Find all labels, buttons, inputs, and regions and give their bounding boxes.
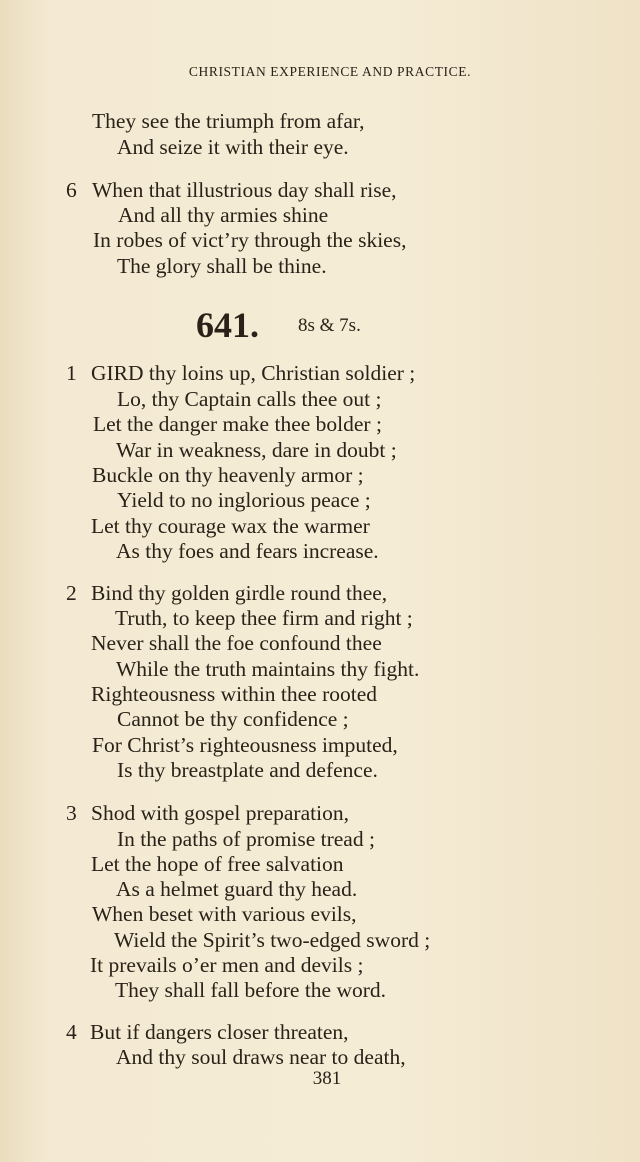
verse-line: Let the hope of free salvation (91, 852, 344, 876)
verse-line: They see the triumph from afar, (92, 109, 365, 133)
verse-line: Cannot be thy confidence ; (117, 707, 349, 731)
verse-line: And thy soul draws near to death, (116, 1045, 406, 1069)
verse-line: As thy foes and fears increase. (116, 539, 379, 563)
stanza-number: 1 (66, 361, 77, 385)
verse-line: In the paths of promise tread ; (117, 827, 375, 851)
verse-line: As a helmet guard thy head. (116, 877, 358, 901)
verse-line: Lo, thy Captain calls thee out ; (117, 387, 382, 411)
verse-line: Righteousness within thee rooted (91, 682, 378, 706)
verse-line: While the truth maintains thy fight. (116, 657, 420, 681)
stanza-number: 2 (66, 581, 77, 605)
verse-line: When that illustrious day shall rise, (92, 178, 397, 202)
verse-line: Is thy breastplate and defence. (117, 758, 378, 782)
verse-line: But if dangers closer threaten, (90, 1020, 349, 1044)
verse-line: And seize it with their eye. (117, 135, 349, 159)
stanza-number: 6 (66, 178, 77, 202)
verse-line: It prevails o’er men and devils ; (90, 953, 364, 977)
running-header: CHRISTIAN EXPERIENCE AND PRACTICE. (188, 64, 472, 79)
verse-line: They shall fall before the word. (115, 978, 387, 1002)
verse-line: Buckle on thy heavenly armor ; (92, 463, 364, 487)
verse-line: For Christ’s righteousness imputed, (92, 733, 398, 757)
verse-line: Let the danger make thee bolder ; (93, 412, 382, 436)
verse-line: GIRD thy loins up, Christian soldier ; (91, 361, 416, 385)
verse-line: The glory shall be thine. (117, 254, 327, 278)
verse-line: Bind thy golden girdle round thee, (91, 581, 388, 605)
verse-line: War in weakness, dare in doubt ; (116, 438, 397, 462)
verse-line: Yield to no inglorious peace ; (117, 488, 371, 512)
hymn-meter: 8s & 7s. (298, 315, 361, 336)
page-number: 381 (312, 1068, 342, 1089)
verse-line: Never shall the foe confound thee (91, 631, 382, 655)
stanza-number: 3 (66, 801, 77, 825)
verse-line: And all thy armies shine (118, 203, 329, 227)
verse-line: In robes of vict’ry through the skies, (93, 228, 407, 252)
verse-line: When beset with various evils, (92, 902, 357, 926)
verse-line: Shod with gospel preparation, (91, 801, 349, 825)
hymn-number: 641. (196, 305, 259, 345)
verse-line: Wield the Spirit’s two-edged sword ; (114, 928, 431, 952)
stanza-number: 4 (66, 1020, 77, 1044)
verse-line: Let thy courage wax the warmer (91, 514, 370, 538)
verse-line: Truth, to keep thee firm and right ; (115, 606, 413, 630)
